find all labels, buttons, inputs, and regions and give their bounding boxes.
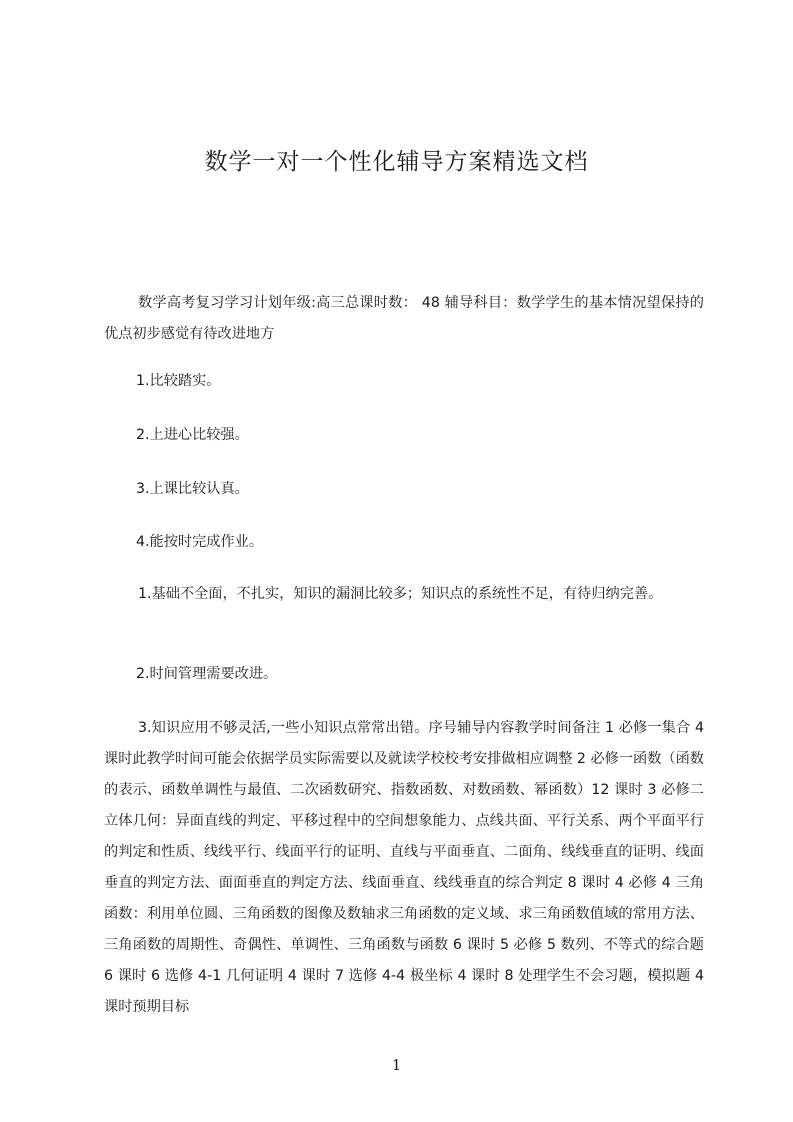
strength-item-1: 1.比较踏实。 (136, 373, 221, 389)
strength-item-2: 2.上进心比较强。 (136, 427, 249, 443)
page-number: 1 (391, 1056, 402, 1074)
strength-item-3: 3.上课比较认真。 (136, 481, 249, 497)
improvement-item-1: 1.基础不全面，不扎实，知识的漏洞比较多；知识点的系统性不足，有待归纳完善。 (138, 586, 663, 602)
strength-item-4: 4.能按时完成作业。 (136, 534, 264, 550)
intro-paragraph: 数学高考复习学习计划年级:高三总课时数： 48 辅导科目：数学学生的基本情况望保持的优点初步感觉有待改进地方 (104, 295, 704, 342)
improvement-item-2: 2.时间管理需要改进。 (136, 666, 278, 682)
document-title: 数学一对一个性化辅导方案精选文档 (204, 149, 589, 175)
improvement-item-3-schedule: 3.知识应用不够灵活,一些小知识点常常出错。序号辅导内容教学时间备注 1 必修一集合 4 课时此教学时间可能会依据学员实际需要以及就读学校校考安排做相应调整 2 必修一函数（函数的表示、函数单调性与最值、二次函数研究、指数函数、对数函数、幂函数）12 课时 3 必修二立体几何：异面直线的判定、平移过程中的空间想象能力、点线共面、平行关系、两个平面平行的判定和性质、线线平行、线面平行的证明、直线与平面垂直、二面角、线线垂直的证明、线面垂直的判定方法、面面垂直的判定方法、线面垂直、线线垂直的综合判定 8 课时 4 必修 4 三角函数：利用单位圆、三角函数的图像及数轴求三角函数的定义域、求三角函数值域的常用方法、三角函数的周期性、奇偶性、单调性、三角函数与函数 6 课时 5 必修 5 数列、不等式的综合题 6 课时 6 选修 4-1 几何证明 4 课时 7 选修 4-4 极坐标 4 课时 8 处理学生不会习题，模拟题 4 课时预期目标 (104, 720, 704, 1015)
